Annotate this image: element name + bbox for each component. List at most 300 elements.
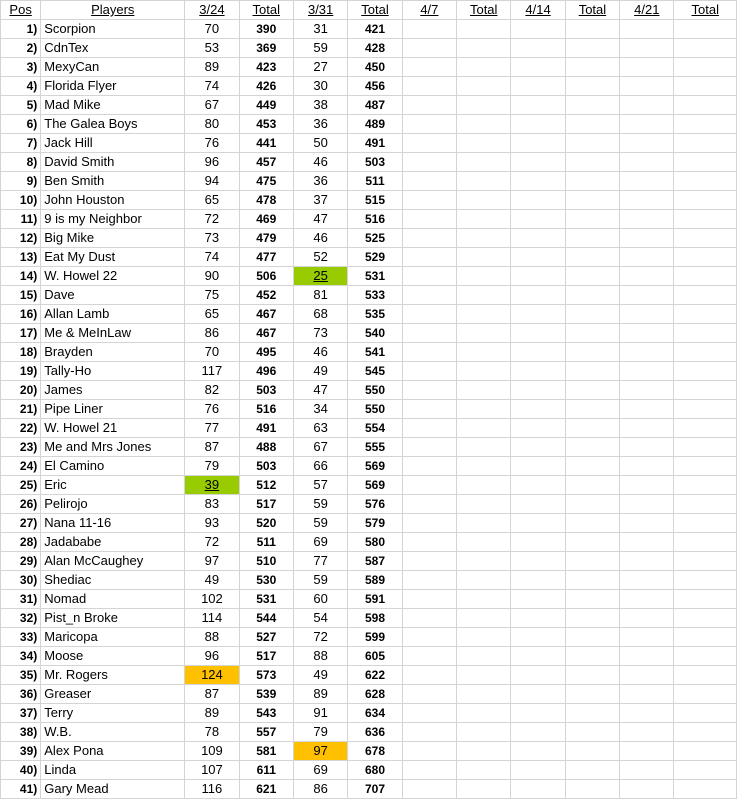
- total-4-14-cell: [565, 39, 619, 58]
- header-total-1: Total: [239, 1, 293, 20]
- pos-cell: 40): [1, 761, 41, 780]
- total-3-31-cell: 591: [348, 590, 402, 609]
- week-4-14-score-cell: [511, 590, 565, 609]
- pos-cell: 35): [1, 666, 41, 685]
- week-3-31-score-cell: 47: [293, 381, 347, 400]
- week-4-7-score-cell: [402, 590, 456, 609]
- total-3-31-cell: 531: [348, 267, 402, 286]
- week-4-21-score-cell: [620, 229, 674, 248]
- total-4-21-cell: [674, 666, 737, 685]
- week-3-31-score-cell: 46: [293, 343, 347, 362]
- week-4-21-score-cell: [620, 457, 674, 476]
- week-3-31-score-cell: 37: [293, 191, 347, 210]
- total-4-7-cell: [457, 115, 511, 134]
- player-name-cell: Linda: [41, 761, 185, 780]
- total-4-14-cell: [565, 267, 619, 286]
- total-3-24-cell: 479: [239, 229, 293, 248]
- total-4-21-cell: [674, 58, 737, 77]
- total-4-7-cell: [457, 286, 511, 305]
- total-4-21-cell: [674, 248, 737, 267]
- pos-cell: 32): [1, 609, 41, 628]
- week-4-21-score-cell: [620, 324, 674, 343]
- total-4-21-cell: [674, 590, 737, 609]
- player-name-cell: Pipe Liner: [41, 400, 185, 419]
- table-row: [1, 685, 737, 704]
- week-4-14-score-cell: [511, 58, 565, 77]
- total-3-24-cell: 390: [239, 20, 293, 39]
- total-4-21-cell: [674, 324, 737, 343]
- total-4-21-cell: [674, 210, 737, 229]
- week-4-7-score-cell: [402, 666, 456, 685]
- player-name-cell: Pist_n Broke: [41, 609, 185, 628]
- week-3-31-score-cell: 31: [293, 20, 347, 39]
- week-3-31-score-cell: 34: [293, 400, 347, 419]
- week-4-21-score-cell: [620, 609, 674, 628]
- week-4-21-score-cell: [620, 704, 674, 723]
- total-4-21-cell: [674, 153, 737, 172]
- total-4-14-cell: [565, 191, 619, 210]
- week-3-24-score-cell: 74: [185, 248, 239, 267]
- pos-cell: 11): [1, 210, 41, 229]
- total-4-14-cell: [565, 20, 619, 39]
- week-4-7-score-cell: [402, 153, 456, 172]
- week-4-14-score-cell: [511, 267, 565, 286]
- pos-cell: 6): [1, 115, 41, 134]
- total-4-14-cell: [565, 362, 619, 381]
- total-3-31-cell: 545: [348, 362, 402, 381]
- week-4-21-score-cell: [620, 286, 674, 305]
- pos-cell: 18): [1, 343, 41, 362]
- week-3-24-score-cell: 65: [185, 191, 239, 210]
- header-total-4: Total: [565, 1, 619, 20]
- total-4-21-cell: [674, 476, 737, 495]
- total-3-24-cell: 506: [239, 267, 293, 286]
- total-3-24-cell: 511: [239, 533, 293, 552]
- table-row: [1, 362, 737, 381]
- player-name-cell: Gary Mead: [41, 780, 185, 799]
- total-4-21-cell: [674, 96, 737, 115]
- week-4-14-score-cell: [511, 39, 565, 58]
- week-3-24-score-cell: 39: [185, 476, 239, 495]
- week-4-7-score-cell: [402, 552, 456, 571]
- player-name-cell: W. Howel 22: [41, 267, 185, 286]
- total-3-24-cell: 491: [239, 419, 293, 438]
- total-3-31-cell: 555: [348, 438, 402, 457]
- week-3-24-score-cell: 94: [185, 172, 239, 191]
- week-4-7-score-cell: [402, 77, 456, 96]
- pos-cell: 21): [1, 400, 41, 419]
- header-week-3-24: 3/24: [185, 1, 239, 20]
- table-row: [1, 590, 737, 609]
- week-4-14-score-cell: [511, 210, 565, 229]
- week-3-31-score-cell: 63: [293, 419, 347, 438]
- total-4-7-cell: [457, 362, 511, 381]
- week-4-21-score-cell: [620, 381, 674, 400]
- week-4-7-score-cell: [402, 115, 456, 134]
- pos-cell: 3): [1, 58, 41, 77]
- total-4-14-cell: [565, 457, 619, 476]
- player-name-cell: Maricopa: [41, 628, 185, 647]
- player-name-cell: Pelirojo: [41, 495, 185, 514]
- total-3-24-cell: 611: [239, 761, 293, 780]
- week-3-24-score-cell: 107: [185, 761, 239, 780]
- week-4-14-score-cell: [511, 666, 565, 685]
- week-3-24-score-cell: 102: [185, 590, 239, 609]
- total-4-14-cell: [565, 609, 619, 628]
- total-4-14-cell: [565, 780, 619, 799]
- week-4-7-score-cell: [402, 267, 456, 286]
- player-name-cell: Greaser: [41, 685, 185, 704]
- week-4-21-score-cell: [620, 39, 674, 58]
- player-name-cell: CdnTex: [41, 39, 185, 58]
- total-3-31-cell: 598: [348, 609, 402, 628]
- total-3-31-cell: 503: [348, 153, 402, 172]
- total-3-31-cell: 421: [348, 20, 402, 39]
- week-4-14-score-cell: [511, 685, 565, 704]
- week-4-14-score-cell: [511, 96, 565, 115]
- week-3-31-score-cell: 49: [293, 666, 347, 685]
- total-4-7-cell: [457, 210, 511, 229]
- total-3-24-cell: 516: [239, 400, 293, 419]
- week-3-31-score-cell: 73: [293, 324, 347, 343]
- table-row: [1, 647, 737, 666]
- total-4-14-cell: [565, 533, 619, 552]
- table-row: [1, 609, 737, 628]
- week-4-14-score-cell: [511, 134, 565, 153]
- total-3-24-cell: 543: [239, 704, 293, 723]
- table-row: [1, 438, 737, 457]
- week-4-14-score-cell: [511, 780, 565, 799]
- total-3-24-cell: 426: [239, 77, 293, 96]
- week-4-14-score-cell: [511, 286, 565, 305]
- week-3-31-score-cell: 59: [293, 514, 347, 533]
- week-4-21-score-cell: [620, 172, 674, 191]
- week-4-21-score-cell: [620, 362, 674, 381]
- week-4-7-score-cell: [402, 495, 456, 514]
- total-3-31-cell: 636: [348, 723, 402, 742]
- week-4-21-score-cell: [620, 571, 674, 590]
- total-4-21-cell: [674, 704, 737, 723]
- total-4-7-cell: [457, 267, 511, 286]
- week-3-31-score-cell: 89: [293, 685, 347, 704]
- week-4-7-score-cell: [402, 742, 456, 761]
- player-name-cell: Eric: [41, 476, 185, 495]
- week-4-14-score-cell: [511, 742, 565, 761]
- total-3-24-cell: 503: [239, 381, 293, 400]
- week-3-31-score-cell: 59: [293, 39, 347, 58]
- week-4-7-score-cell: [402, 172, 456, 191]
- total-3-31-cell: 569: [348, 476, 402, 495]
- table-row: [1, 780, 737, 799]
- pos-cell: 16): [1, 305, 41, 324]
- total-4-7-cell: [457, 533, 511, 552]
- total-3-24-cell: 475: [239, 172, 293, 191]
- week-3-31-score-cell: 59: [293, 571, 347, 590]
- week-4-7-score-cell: [402, 723, 456, 742]
- player-name-cell: Nana 11-16: [41, 514, 185, 533]
- table-row: [1, 419, 737, 438]
- total-4-21-cell: [674, 20, 737, 39]
- week-3-24-score-cell: 117: [185, 362, 239, 381]
- total-4-21-cell: [674, 267, 737, 286]
- total-4-7-cell: [457, 609, 511, 628]
- total-3-24-cell: 488: [239, 438, 293, 457]
- total-3-31-cell: 678: [348, 742, 402, 761]
- week-4-21-score-cell: [620, 96, 674, 115]
- week-4-21-score-cell: [620, 77, 674, 96]
- week-3-24-score-cell: 88: [185, 628, 239, 647]
- table-row: [1, 666, 737, 685]
- total-4-14-cell: [565, 305, 619, 324]
- week-3-24-score-cell: 79: [185, 457, 239, 476]
- total-4-7-cell: [457, 476, 511, 495]
- week-4-14-score-cell: [511, 229, 565, 248]
- total-4-14-cell: [565, 438, 619, 457]
- table-row: [1, 514, 737, 533]
- total-3-24-cell: 453: [239, 115, 293, 134]
- total-3-24-cell: 557: [239, 723, 293, 742]
- week-4-14-score-cell: [511, 647, 565, 666]
- total-4-14-cell: [565, 400, 619, 419]
- table-row: [1, 704, 737, 723]
- player-name-cell: Scorpion: [41, 20, 185, 39]
- week-4-7-score-cell: [402, 400, 456, 419]
- week-4-21-score-cell: [620, 438, 674, 457]
- player-name-cell: Jack Hill: [41, 134, 185, 153]
- total-4-14-cell: [565, 666, 619, 685]
- week-3-31-score-cell: 60: [293, 590, 347, 609]
- week-4-7-score-cell: [402, 96, 456, 115]
- total-3-24-cell: 527: [239, 628, 293, 647]
- week-4-21-score-cell: [620, 533, 674, 552]
- week-4-21-score-cell: [620, 552, 674, 571]
- week-4-14-score-cell: [511, 153, 565, 172]
- week-3-24-score-cell: 72: [185, 533, 239, 552]
- total-3-31-cell: 529: [348, 248, 402, 267]
- week-4-7-score-cell: [402, 324, 456, 343]
- pos-cell: 36): [1, 685, 41, 704]
- player-name-cell: El Camino: [41, 457, 185, 476]
- total-4-21-cell: [674, 115, 737, 134]
- total-3-24-cell: 581: [239, 742, 293, 761]
- week-3-24-score-cell: 73: [185, 229, 239, 248]
- week-4-7-score-cell: [402, 704, 456, 723]
- total-3-31-cell: 589: [348, 571, 402, 590]
- player-name-cell: W.B.: [41, 723, 185, 742]
- total-3-24-cell: 510: [239, 552, 293, 571]
- header-week-4-7: 4/7: [402, 1, 456, 20]
- total-4-21-cell: [674, 685, 737, 704]
- table-row: [1, 210, 737, 229]
- player-name-cell: John Houston: [41, 191, 185, 210]
- total-4-7-cell: [457, 343, 511, 362]
- week-4-14-score-cell: [511, 115, 565, 134]
- total-3-31-cell: 525: [348, 229, 402, 248]
- table-row: [1, 96, 737, 115]
- total-4-14-cell: [565, 343, 619, 362]
- table-row: [1, 115, 737, 134]
- week-4-7-score-cell: [402, 134, 456, 153]
- week-4-7-score-cell: [402, 685, 456, 704]
- total-4-7-cell: [457, 742, 511, 761]
- total-4-21-cell: [674, 628, 737, 647]
- week-4-14-score-cell: [511, 248, 565, 267]
- pos-cell: 5): [1, 96, 41, 115]
- week-3-31-score-cell: 38: [293, 96, 347, 115]
- total-4-21-cell: [674, 286, 737, 305]
- week-3-24-score-cell: 86: [185, 324, 239, 343]
- total-4-14-cell: [565, 571, 619, 590]
- total-3-24-cell: 544: [239, 609, 293, 628]
- week-3-24-score-cell: 114: [185, 609, 239, 628]
- week-4-7-score-cell: [402, 514, 456, 533]
- total-4-14-cell: [565, 647, 619, 666]
- total-4-14-cell: [565, 96, 619, 115]
- week-3-24-score-cell: 96: [185, 153, 239, 172]
- total-3-24-cell: 517: [239, 495, 293, 514]
- total-3-24-cell: 457: [239, 153, 293, 172]
- player-name-cell: Nomad: [41, 590, 185, 609]
- week-4-7-score-cell: [402, 476, 456, 495]
- table-row: [1, 286, 737, 305]
- total-4-7-cell: [457, 647, 511, 666]
- week-4-7-score-cell: [402, 58, 456, 77]
- week-4-21-score-cell: [620, 761, 674, 780]
- week-4-21-score-cell: [620, 153, 674, 172]
- total-4-14-cell: [565, 381, 619, 400]
- table-row: [1, 153, 737, 172]
- total-4-7-cell: [457, 495, 511, 514]
- week-3-24-score-cell: 82: [185, 381, 239, 400]
- table-row: [1, 533, 737, 552]
- week-3-24-score-cell: 65: [185, 305, 239, 324]
- total-3-24-cell: 449: [239, 96, 293, 115]
- week-3-31-score-cell: 30: [293, 77, 347, 96]
- total-3-24-cell: 621: [239, 780, 293, 799]
- pos-cell: 8): [1, 153, 41, 172]
- pos-cell: 29): [1, 552, 41, 571]
- table-row: [1, 248, 737, 267]
- week-3-31-score-cell: 81: [293, 286, 347, 305]
- pos-cell: 33): [1, 628, 41, 647]
- table-row: [1, 400, 737, 419]
- pos-cell: 19): [1, 362, 41, 381]
- week-3-31-score-cell: 79: [293, 723, 347, 742]
- total-4-14-cell: [565, 286, 619, 305]
- total-4-21-cell: [674, 419, 737, 438]
- week-4-21-score-cell: [620, 590, 674, 609]
- total-4-14-cell: [565, 761, 619, 780]
- week-4-7-score-cell: [402, 457, 456, 476]
- total-4-14-cell: [565, 153, 619, 172]
- total-4-7-cell: [457, 590, 511, 609]
- week-3-31-score-cell: 47: [293, 210, 347, 229]
- total-3-24-cell: 478: [239, 191, 293, 210]
- week-3-31-score-cell: 36: [293, 115, 347, 134]
- total-3-31-cell: 516: [348, 210, 402, 229]
- total-3-24-cell: 531: [239, 590, 293, 609]
- pos-cell: 7): [1, 134, 41, 153]
- week-3-31-score-cell: 97: [293, 742, 347, 761]
- total-4-21-cell: [674, 457, 737, 476]
- table-row: [1, 324, 737, 343]
- header-week-4-21: 4/21: [620, 1, 674, 20]
- player-name-cell: Alan McCaughey: [41, 552, 185, 571]
- week-3-31-score-cell: 49: [293, 362, 347, 381]
- week-4-14-score-cell: [511, 628, 565, 647]
- player-name-cell: 9 is my Neighbor: [41, 210, 185, 229]
- week-4-21-score-cell: [620, 248, 674, 267]
- total-4-21-cell: [674, 723, 737, 742]
- table-row: [1, 628, 737, 647]
- pos-cell: 1): [1, 20, 41, 39]
- week-3-31-score-cell: 46: [293, 153, 347, 172]
- week-4-14-score-cell: [511, 457, 565, 476]
- total-4-14-cell: [565, 514, 619, 533]
- header-players: Players: [41, 1, 185, 20]
- total-3-31-cell: 707: [348, 780, 402, 799]
- player-name-cell: Terry: [41, 704, 185, 723]
- week-4-21-score-cell: [620, 210, 674, 229]
- week-3-24-score-cell: 83: [185, 495, 239, 514]
- header-week-4-14: 4/14: [511, 1, 565, 20]
- total-4-7-cell: [457, 172, 511, 191]
- total-3-31-cell: 579: [348, 514, 402, 533]
- week-4-14-score-cell: [511, 723, 565, 742]
- pos-cell: 12): [1, 229, 41, 248]
- total-4-14-cell: [565, 172, 619, 191]
- total-4-14-cell: [565, 685, 619, 704]
- week-4-7-score-cell: [402, 229, 456, 248]
- player-name-cell: Moose: [41, 647, 185, 666]
- week-4-14-score-cell: [511, 438, 565, 457]
- week-4-14-score-cell: [511, 381, 565, 400]
- week-3-24-score-cell: 109: [185, 742, 239, 761]
- total-3-31-cell: 428: [348, 39, 402, 58]
- week-3-31-score-cell: 86: [293, 780, 347, 799]
- player-name-cell: Brayden: [41, 343, 185, 362]
- total-4-14-cell: [565, 77, 619, 96]
- week-3-24-score-cell: 93: [185, 514, 239, 533]
- pos-cell: 27): [1, 514, 41, 533]
- week-4-14-score-cell: [511, 305, 565, 324]
- header-total-5: Total: [674, 1, 737, 20]
- total-4-7-cell: [457, 324, 511, 343]
- total-3-31-cell: 605: [348, 647, 402, 666]
- table-row: [1, 305, 737, 324]
- pos-cell: 34): [1, 647, 41, 666]
- total-4-7-cell: [457, 39, 511, 58]
- week-4-7-score-cell: [402, 761, 456, 780]
- total-3-24-cell: 496: [239, 362, 293, 381]
- player-name-cell: Tally-Ho: [41, 362, 185, 381]
- total-4-21-cell: [674, 761, 737, 780]
- player-name-cell: Dave: [41, 286, 185, 305]
- table-row: [1, 134, 737, 153]
- total-4-7-cell: [457, 134, 511, 153]
- total-3-31-cell: 491: [348, 134, 402, 153]
- week-4-14-score-cell: [511, 761, 565, 780]
- table-row: [1, 552, 737, 571]
- player-name-cell: Me and Mrs Jones: [41, 438, 185, 457]
- total-3-31-cell: 540: [348, 324, 402, 343]
- week-3-24-score-cell: 77: [185, 419, 239, 438]
- total-3-31-cell: 622: [348, 666, 402, 685]
- total-3-24-cell: 530: [239, 571, 293, 590]
- total-3-24-cell: 477: [239, 248, 293, 267]
- pos-cell: 41): [1, 780, 41, 799]
- week-3-24-score-cell: 76: [185, 400, 239, 419]
